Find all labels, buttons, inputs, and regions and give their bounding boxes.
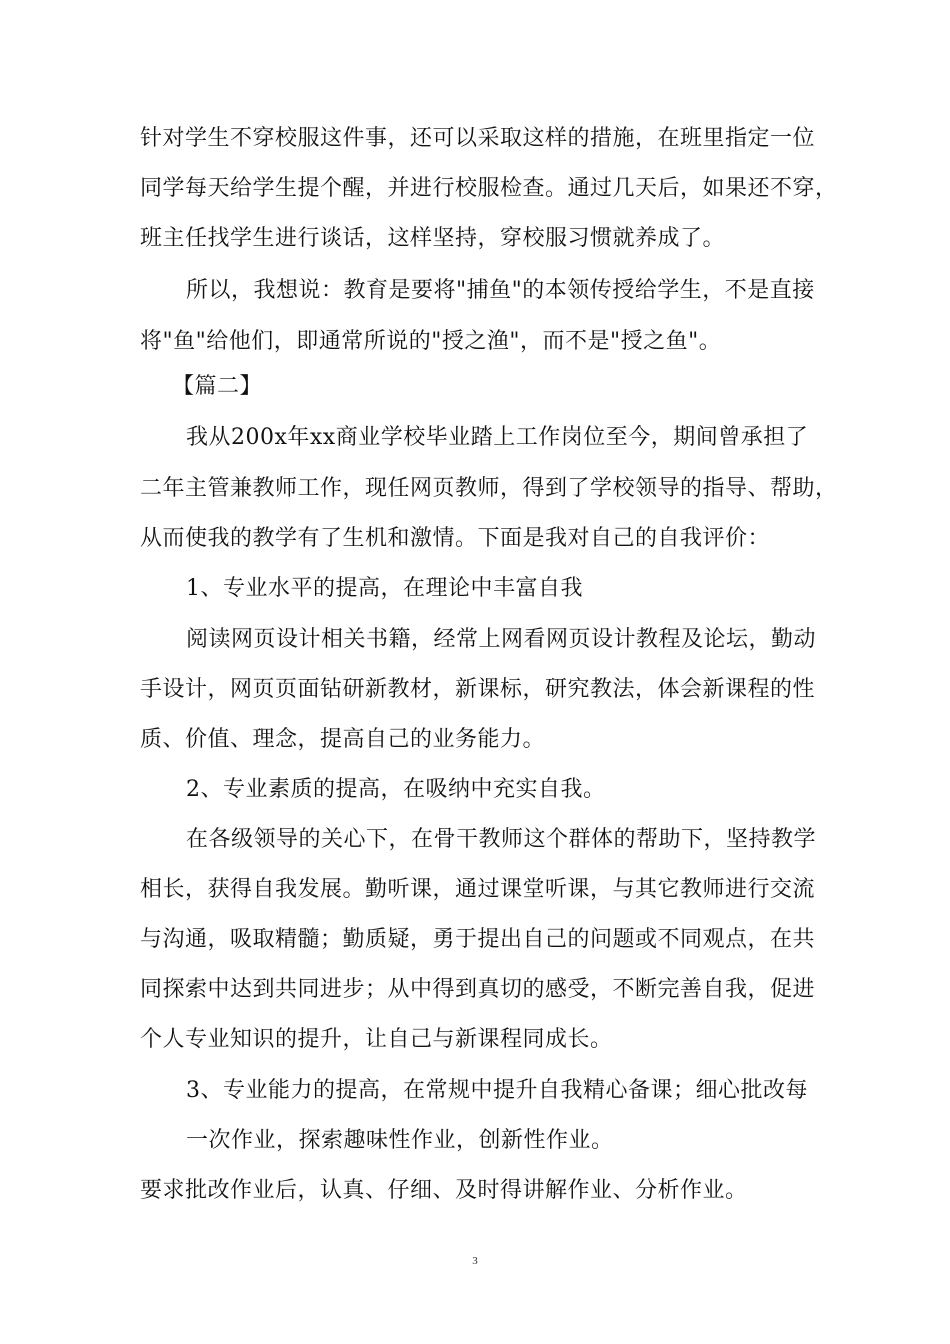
text-line: 二年主管兼教师工作，现任网页教师，得到了学校领导的指导、帮助， [140,476,838,501]
text-line: 质、价值、理念，提高自己的业务能力。 [140,727,546,752]
text-line: 阅读网页设计相关书籍，经常上网看网页设计教程及论坛，勤动 [186,627,817,652]
text-line: 2、专业素质的提高，在吸纳中充实自我。 [186,777,606,802]
text-line: 一次作业，探索趣味性作业，创新性作业。 [186,1128,614,1153]
page-number: 3 [472,1255,478,1267]
text-line: 我从200x年xx商业学校毕业踏上工作岗位至今，期间曾承担了 [186,425,809,450]
text-line: 相长，获得自我发展。勤听课，通过课堂听课，与其它教师进行交流 [140,877,816,902]
text-line: 所以，我想说：教育是要将"捕鱼"的本领传授给学生，不是直接 [186,278,815,303]
text-line: 1、专业水平的提高，在理论中丰富自我 [186,576,583,601]
text-line: 针对学生不穿校服这件事，还可以采取这样的措施，在班里指定一位 [140,126,816,151]
text-line: 将"鱼"给他们，即通常所说的"授之渔"，而不是"授之鱼"。 [140,329,722,354]
text-line: 从而使我的教学有了生机和激情。下面是我对自己的自我评价： [140,526,771,551]
text-line: 在各级领导的关心下，在骨干教师这个群体的帮助下，坚持教学 [186,827,817,852]
text-line: 要求批改作业后，认真、仔细、及时得讲解作业、分析作业。 [140,1178,748,1203]
text-line: 3、专业能力的提高，在常规中提升自我精心备课；细心批改每 [186,1078,808,1103]
text-line: 手设计，网页页面钻研新教材，新课标，研究教法，体会新课程的性 [140,677,816,702]
text-line: 同学每天给学生提个醒，并进行校服检查。通过几天后，如果还不穿， [140,176,838,201]
text-line: 个人专业知识的提升，让自己与新课程同成长。 [140,1027,613,1052]
section-heading: 【篇二】 [172,374,263,399]
text-line: 同探索中达到共同进步；从中得到真切的感受，不断完善自我，促进 [140,977,816,1002]
text-line: 班主任找学生进行谈话，这样坚持，穿校服习惯就养成了。 [140,226,726,251]
text-line: 与沟通，吸取精髓；勤质疑，勇于提出自己的问题或不同观点，在共 [140,927,816,952]
